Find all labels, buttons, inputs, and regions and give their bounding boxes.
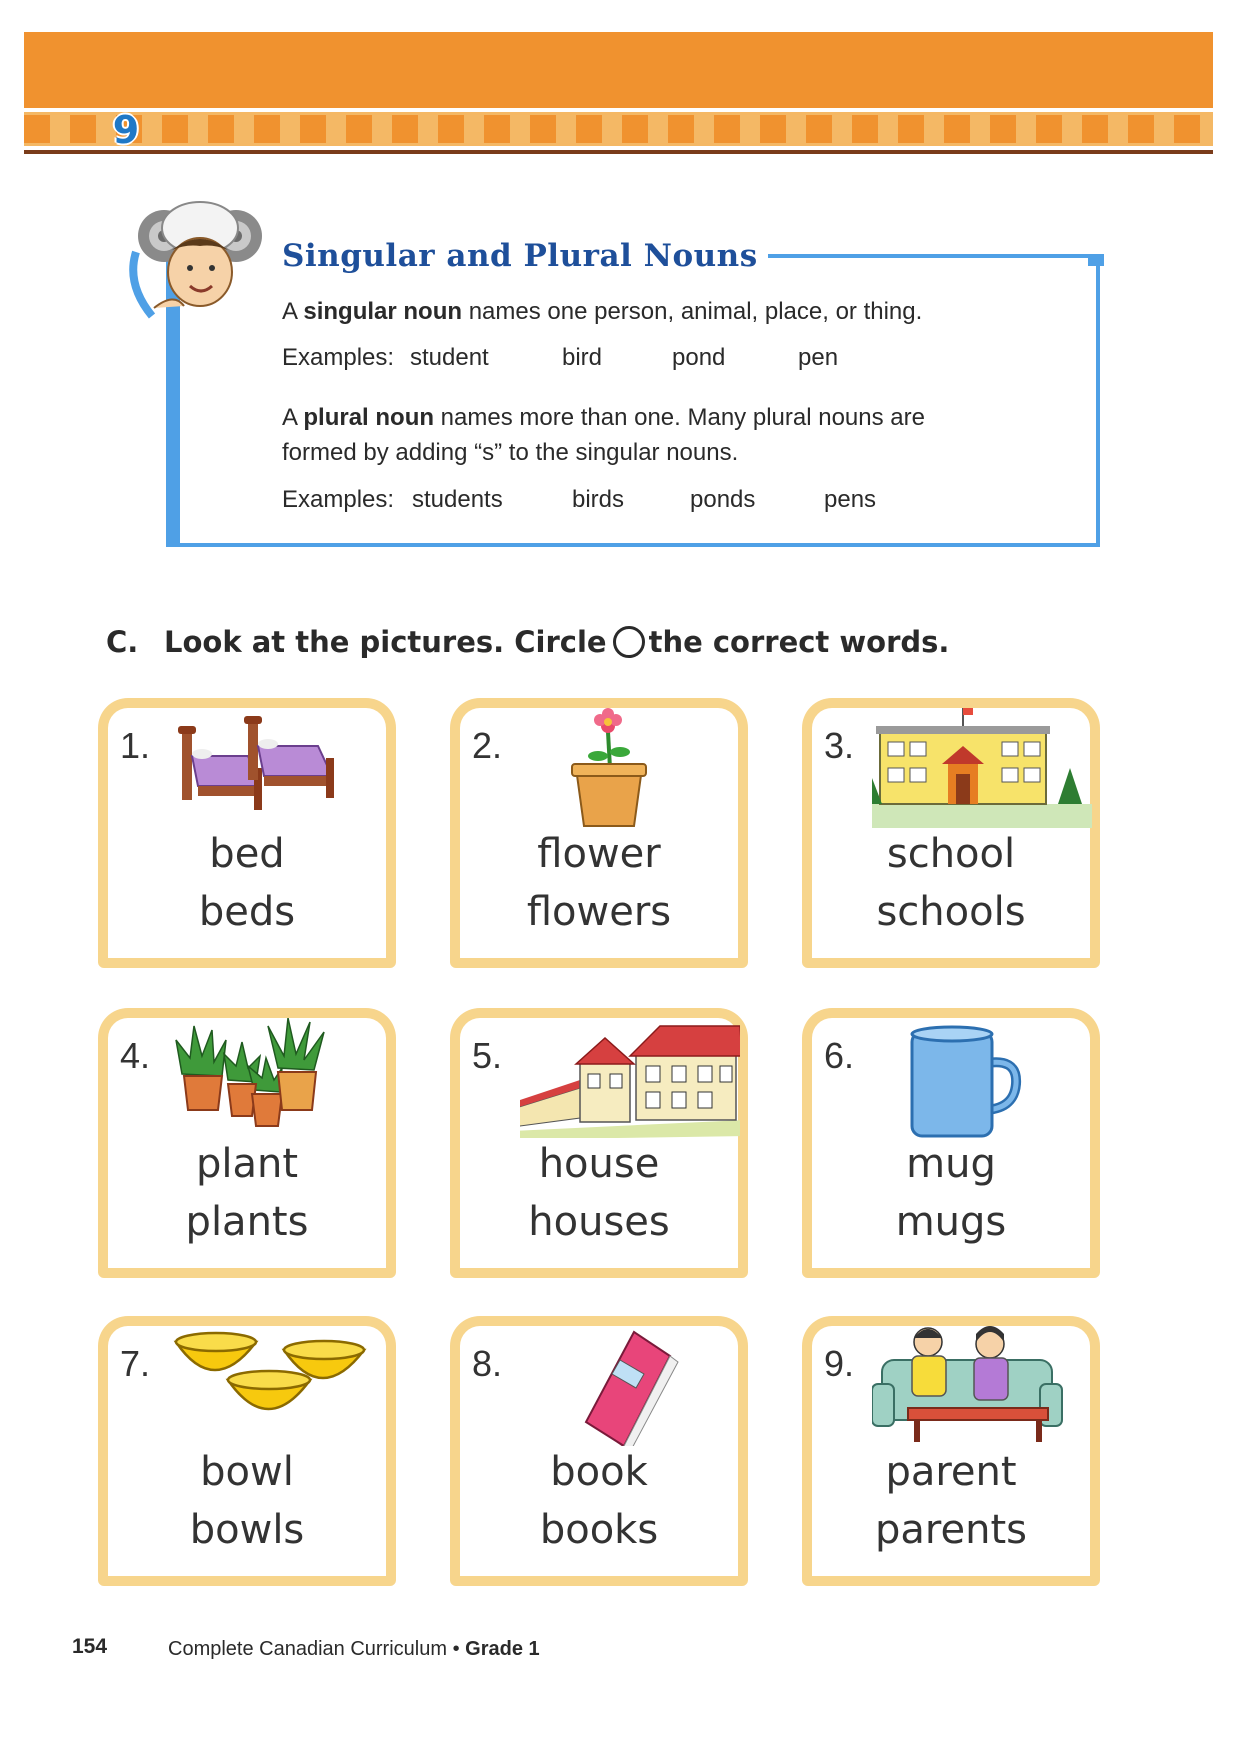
stripe-block <box>70 115 96 143</box>
singular-example: pond <box>672 344 726 371</box>
singular-word[interactable]: mug <box>906 1141 996 1187</box>
examples-label: Examples: <box>282 344 395 371</box>
flower-pot-picture-icon <box>520 708 740 828</box>
info-box-top-rule <box>768 254 1100 258</box>
stripe-block <box>576 115 602 143</box>
school-picture-icon <box>872 708 1092 828</box>
instruction: Look at the pictures. Circle the correct words. <box>164 625 950 659</box>
unit-number: 9 <box>112 108 140 152</box>
header-stripe <box>24 112 1213 146</box>
stripe-block <box>1128 115 1154 143</box>
stripe-block <box>1036 115 1062 143</box>
plural-word[interactable]: beds <box>198 889 296 935</box>
singular-word[interactable]: plant <box>195 1141 299 1187</box>
stripe-block <box>714 115 740 143</box>
footer-title: Complete Canadian Curriculum • Grade 1 <box>168 1638 540 1660</box>
plural-definition: A plural noun names more than one. Many plural nouns are <box>282 404 925 431</box>
plural-example: birds <box>572 486 625 513</box>
mug-picture-icon <box>872 1018 1092 1138</box>
plural-word[interactable]: bowls <box>189 1507 305 1553</box>
plants-picture-icon <box>168 1018 388 1138</box>
card-number: 4. <box>120 1035 151 1076</box>
card-number: 6. <box>824 1035 855 1076</box>
singular-word[interactable]: bed <box>209 831 285 877</box>
stripe-block <box>530 115 556 143</box>
plural-example: pens <box>824 486 877 513</box>
header-band <box>24 32 1213 108</box>
stripe-block <box>622 115 648 143</box>
beds-picture-icon <box>168 708 388 828</box>
stripe-block <box>254 115 280 143</box>
plural-word[interactable]: houses <box>528 1199 670 1245</box>
singular-word[interactable]: flower <box>537 831 661 877</box>
card-number: 2. <box>472 725 503 766</box>
stripe-block <box>1174 115 1200 143</box>
singular-definition: A singular noun names one person, animal, place, or thing. <box>282 298 923 325</box>
exercise-card <box>802 698 1100 968</box>
plural-word[interactable]: schools <box>876 889 1026 935</box>
stripe-block <box>990 115 1016 143</box>
stripe-block <box>208 115 234 143</box>
singular-word[interactable]: school <box>886 831 1016 877</box>
singular-word[interactable]: book <box>550 1449 648 1495</box>
plural-word[interactable]: mugs <box>895 1199 1007 1245</box>
ram-mascot-icon <box>124 188 274 328</box>
stripe-block <box>852 115 878 143</box>
stripe-block <box>438 115 464 143</box>
singular-word[interactable]: house <box>538 1141 660 1187</box>
singular-word[interactable]: parent <box>885 1449 1017 1495</box>
stripe-block <box>392 115 418 143</box>
plural-word[interactable]: parents <box>875 1507 1027 1553</box>
singular-word[interactable]: bowl <box>200 1449 294 1495</box>
info-box-corner <box>1088 254 1104 266</box>
exercise-card <box>802 1008 1100 1278</box>
exercise-card <box>802 1316 1100 1586</box>
plural-word[interactable]: plants <box>185 1199 309 1245</box>
plural-word[interactable]: flowers <box>526 889 672 935</box>
examples-label: Examples: <box>282 486 395 513</box>
section-letter: C. <box>106 625 139 659</box>
stripe-block <box>898 115 924 143</box>
card-number: 8. <box>472 1343 503 1384</box>
stripe-block <box>24 115 50 143</box>
houses-picture-icon <box>520 1018 740 1138</box>
stripe-block <box>806 115 832 143</box>
bowls-picture-icon <box>168 1326 388 1446</box>
exercise-card <box>98 1008 396 1278</box>
singular-term: singular noun <box>303 298 463 325</box>
exercise-card <box>98 1316 396 1586</box>
stripe-block <box>1082 115 1108 143</box>
plural-definition-line2: formed by adding “s” to the singular nouns. <box>282 439 739 466</box>
exercise-card <box>450 1008 748 1278</box>
card-number: 9. <box>824 1343 855 1384</box>
circle-icon <box>613 626 645 658</box>
stripe-block <box>944 115 970 143</box>
singular-example: bird <box>562 344 603 371</box>
page-number: 154 <box>72 1635 108 1658</box>
parents-picture-icon <box>872 1326 1092 1446</box>
book-picture-icon <box>520 1326 740 1446</box>
singular-example: pen <box>798 344 839 371</box>
exercise-card <box>98 698 396 968</box>
stripe-block <box>484 115 510 143</box>
card-number: 1. <box>120 725 151 766</box>
stripe-block <box>668 115 694 143</box>
plural-word[interactable]: books <box>539 1507 659 1553</box>
card-number: 3. <box>824 725 855 766</box>
plural-term: plural noun <box>303 404 435 431</box>
stripe-block <box>162 115 188 143</box>
stripe-block <box>300 115 326 143</box>
plural-example: ponds <box>690 486 756 513</box>
exercise-card <box>450 698 748 968</box>
info-title: Singular and Plural Nouns <box>282 238 758 274</box>
card-number: 7. <box>120 1343 151 1384</box>
singular-example: student <box>410 344 489 371</box>
plural-example: students <box>412 486 503 513</box>
header-rule <box>24 150 1213 154</box>
stripe-block <box>346 115 372 143</box>
exercise-card <box>450 1316 748 1586</box>
card-number: 5. <box>472 1035 503 1076</box>
stripe-block <box>760 115 786 143</box>
